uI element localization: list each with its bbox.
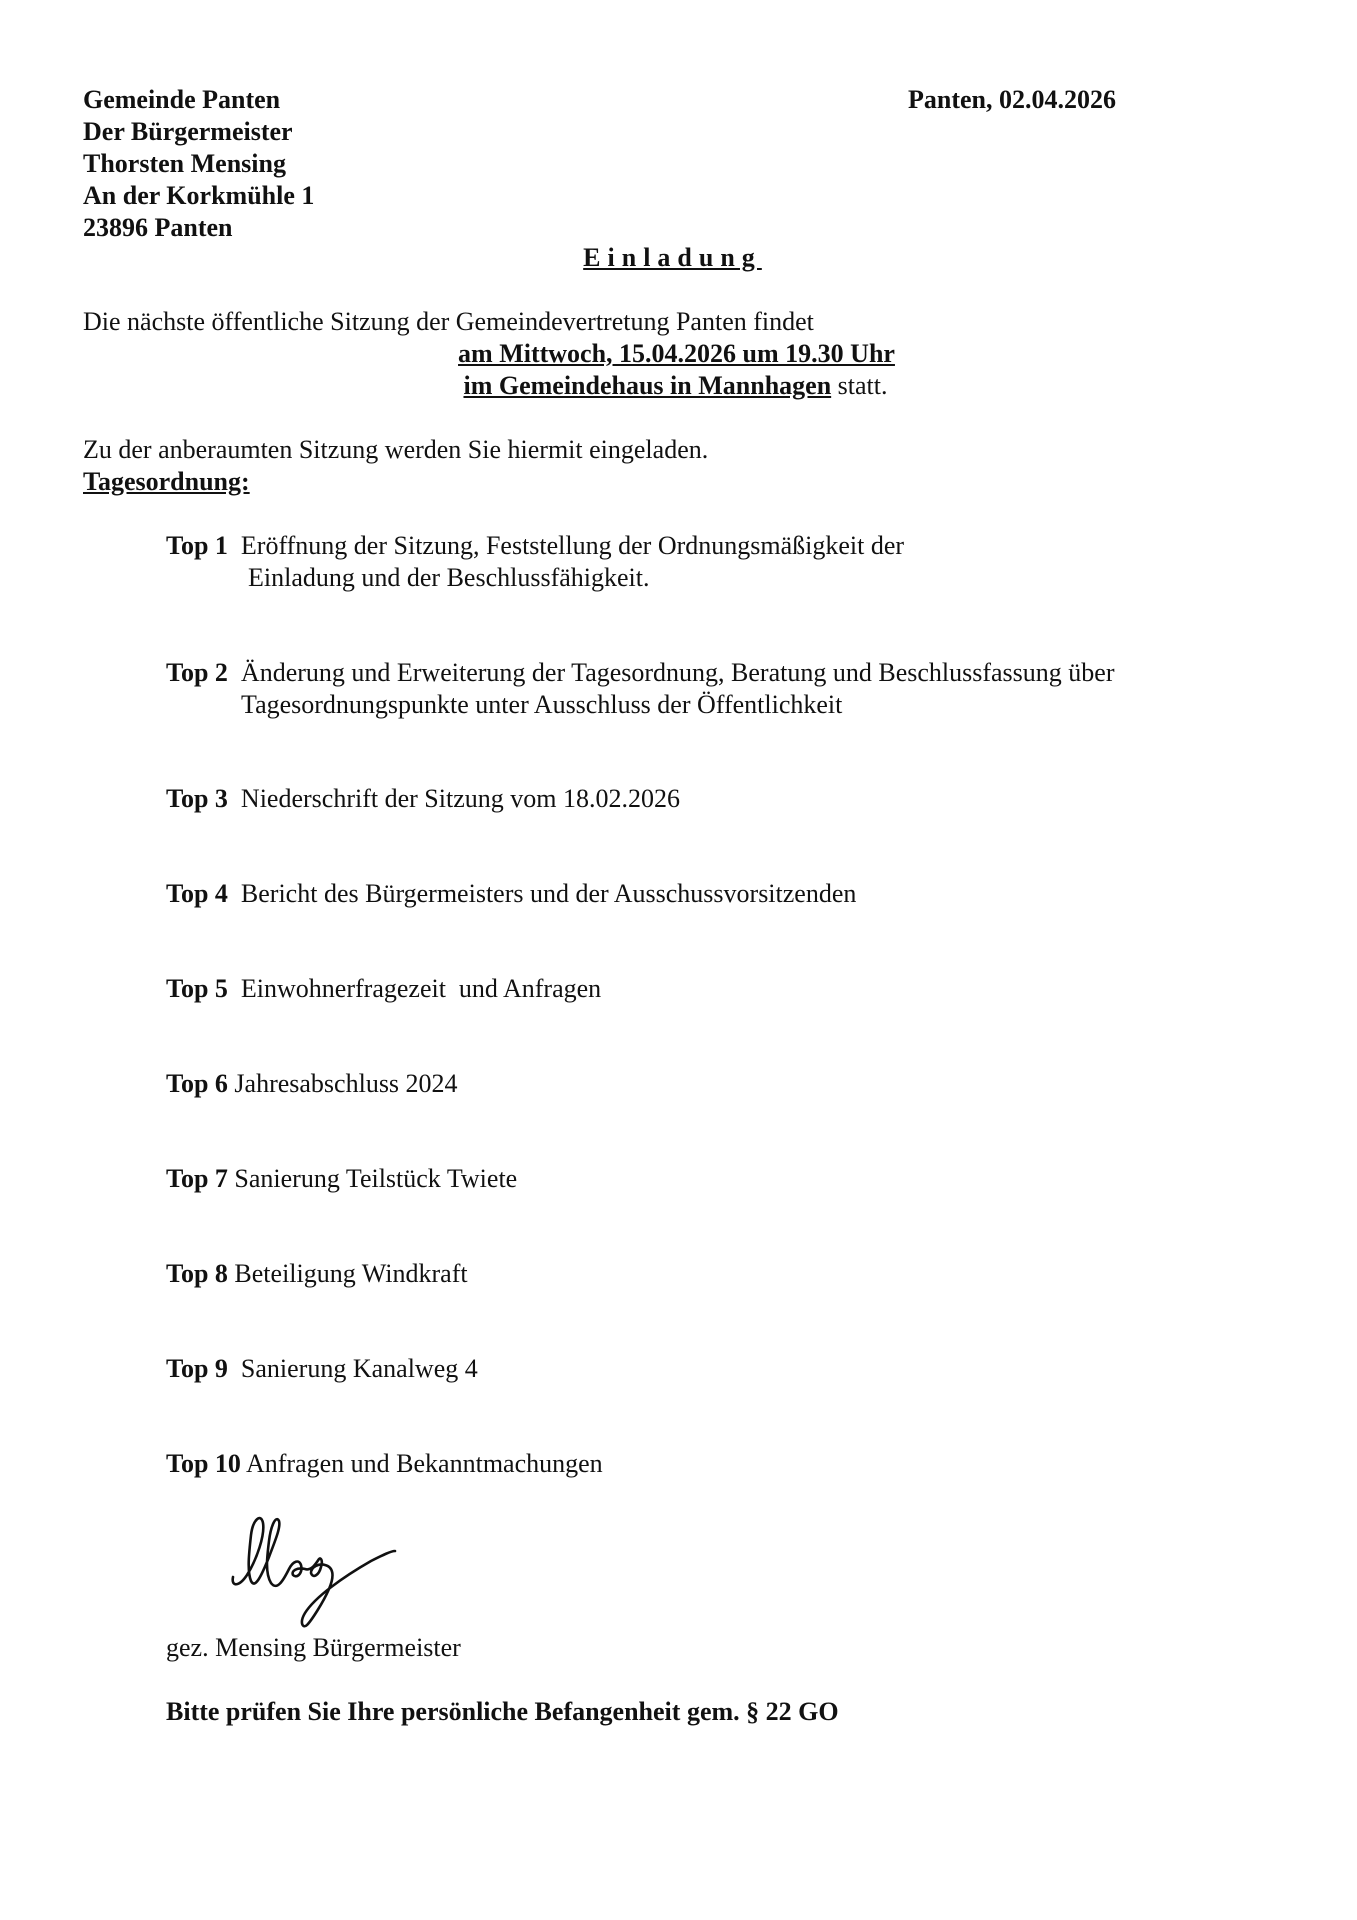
agenda-item-number: Top 2 [166,658,228,687]
agenda-item-continuation: Einladung und der Beschlussfähigkeit. [248,563,650,592]
agenda-item [166,878,856,910]
agenda-item-number: Top 3 [166,784,228,813]
sender-role: Der Bürgermeister [83,117,293,146]
agenda-item-text: Sanierung Teilstück Twiete [234,1164,518,1193]
agenda-item [166,1258,468,1290]
agenda-item [166,1353,478,1385]
agenda-item-text: Niederschrift der Sitzung vom 18.02.2026 [240,784,680,813]
sender-city: 23896 Panten [83,213,233,242]
meeting-date-text: am Mittwoch, 15.04.2026 um 19.30 Uhr [458,339,895,368]
intro-text: Die nächste öffentliche Sitzung der Gemeindevertretung Panten findet [83,307,814,336]
agenda-item-number: Top 4 [166,879,228,908]
agenda-item [166,783,680,815]
agenda-heading: Tagesordnung: [83,467,250,496]
agenda-item-text: Anfragen und Bekanntmachungen [246,1449,603,1478]
agenda-item [166,973,601,1005]
agenda-item-number: Top 5 [166,974,228,1003]
agenda-item-number: Top 1 [166,531,228,560]
agenda-item-continuation: Tagesordnungspunkte unter Ausschluss der Öffentlichkeit [241,690,843,719]
bias-notice: Bitte prüfen Sie Ihre persönliche Befangenheit gem. § 22 GO [166,1697,839,1726]
agenda-item-text: Änderung und Erweiterung der Tagesordnung, Beratung und Beschlussfassung über [240,658,1115,687]
invitation-sentence: Zu der anberaumten Sitzung werden Sie hiermit eingeladen. [83,435,709,464]
signature-image [225,1505,415,1635]
meeting-location-suffix: statt. [831,371,888,400]
agenda-item-number: Top 8 [166,1259,228,1288]
date-line: Panten, 02.04.2026 [908,85,1116,114]
agenda-item-number: Top 7 [166,1164,228,1193]
sender-address [83,84,314,244]
sender-name: Thorsten Mensing [83,149,286,178]
agenda-item-number: Top 9 [166,1354,228,1383]
agenda-item [166,657,1115,721]
agenda-item-number: Top 10 [166,1449,241,1478]
agenda-item-text: Jahresabschluss 2024 [234,1069,458,1098]
agenda-item-text: Bericht des Bürgermeisters und der Ausschussvorsitzenden [240,879,857,908]
agenda-item-text: Eröffnung der Sitzung, Feststellung der Ordnungsmäßigkeit der [240,531,905,560]
agenda-item [166,1448,603,1480]
meeting-location [0,370,1357,402]
agenda-item-number: Top 6 [166,1069,228,1098]
sender-street: An der Korkmühle 1 [83,181,315,210]
document-title: Einladung [583,243,762,272]
sender-municipality: Gemeinde Panten [83,85,281,114]
signed-by: gez. Mensing Bürgermeister [166,1633,461,1662]
agenda-item-text: Sanierung Kanalweg 4 [240,1354,478,1383]
agenda-item [166,1068,458,1100]
meeting-location-text: im Gemeindehaus in Mannhagen [463,371,832,400]
agenda-item-text: Einwohnerfragezeit und Anfragen [240,974,602,1003]
agenda-item [166,1163,517,1195]
agenda-item-text: Beteiligung Windkraft [234,1259,468,1288]
meeting-date [0,338,1357,370]
agenda-item [166,530,904,594]
